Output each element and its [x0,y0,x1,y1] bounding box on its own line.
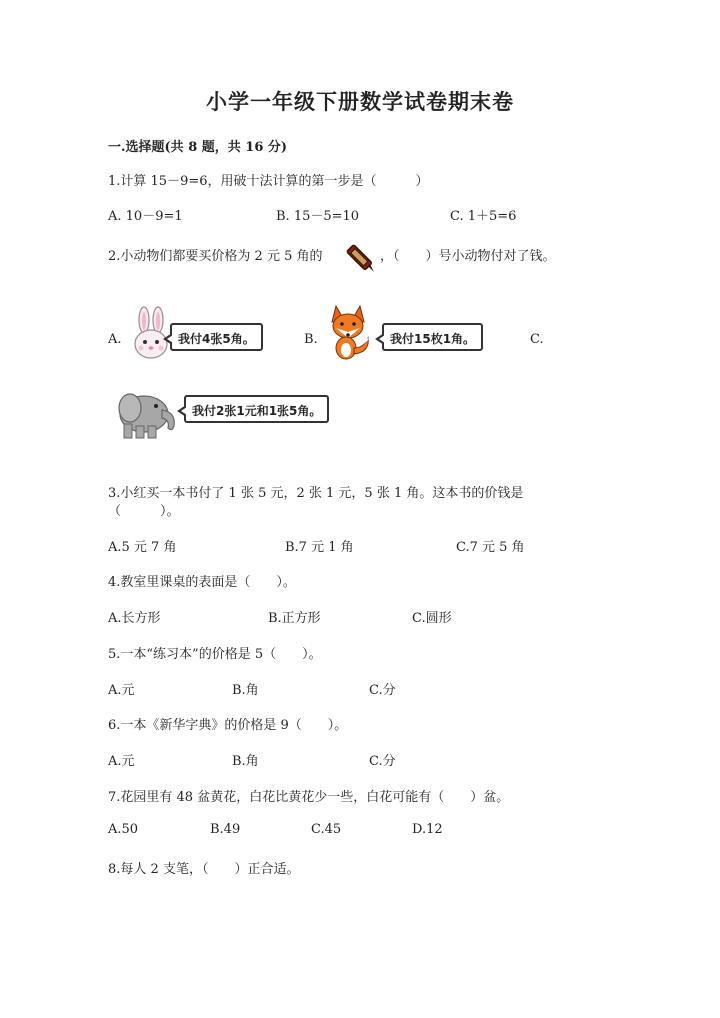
question-4-option-b[interactable]: B.正方形 [268,611,321,626]
question-5-option-c[interactable]: C.分 [369,683,396,698]
question-4-option-a[interactable]: A.长方形 [108,611,161,626]
question-5-option-a[interactable]: A.元 [108,683,135,698]
question-2-option-a[interactable]: A. [108,332,122,347]
elephant-speech-bubble: 我付2张1元和1张5角。 [184,395,329,423]
fox-speech-bubble: 我付15枚1角。 [382,323,483,351]
question-6-stem: 6.一本《新华字典》的价格是 9（ ）。 [108,718,348,733]
question-3-option-b[interactable]: B.7 元 1 角 [285,540,354,555]
question-7-option-b[interactable]: B.49 [210,822,241,837]
question-5-stem: 5.一本“练习本”的价格是 5（ ）。 [108,647,322,662]
question-2-stem-end: ，（ ）号小动物付对了钱。 [380,249,556,264]
question-1-option-a[interactable]: A. 10－9=1 [108,209,183,224]
question-7-option-a[interactable]: A.50 [108,822,139,837]
question-6-option-c[interactable]: C.分 [369,754,396,769]
question-6-option-b[interactable]: B.角 [232,754,259,769]
rabbit-speech-bubble: 我付4张5角。 [170,323,263,351]
question-3-stem-line-1: 3.小红买一本书付了 1 张 5 元，2 张 1 元，5 张 1 角。这本书的价钱是 [108,486,524,501]
question-7-option-d[interactable]: D.12 [412,822,443,837]
question-8-stem: 8.每人 2 支笔，（ ）正合适。 [108,862,300,877]
question-6-option-a[interactable]: A.元 [108,754,135,769]
question-5-option-b[interactable]: B.角 [232,683,259,698]
question-7-stem: 7.花园里有 48 盆黄花，白花比黄花少一些，白花可能有（ ）盆。 [108,790,510,805]
question-3-option-c[interactable]: C.7 元 5 角 [456,540,525,555]
question-2-stem-start: 2.小动物们都要买价格为 2 元 5 角的 [108,249,323,264]
question-1-option-b[interactable]: B. 15－5=10 [276,209,360,224]
question-7-option-c[interactable]: C.45 [311,822,342,837]
question-1-option-c[interactable]: C. 1＋5=6 [450,209,517,224]
question-3-stem-line-2: （ ）。 [108,504,180,519]
question-3-option-a[interactable]: A.5 元 7 角 [108,540,177,555]
page-title: 小学一年级下册数学试卷期末卷 [206,89,514,114]
question-2-option-b[interactable]: B. [304,332,318,347]
pencil-icon [342,240,378,276]
question-1-stem: 1.计算 15－9=6，用破十法计算的第一步是（ ） [108,174,429,189]
elephant-icon [110,384,180,440]
question-2-option-c[interactable]: C. [530,332,544,347]
fox-icon [320,302,376,362]
question-4-stem: 4.教室里课桌的表面是（ ）。 [108,575,296,590]
section-heading: 一.选择题(共 8 题，共 16 分) [108,140,288,155]
question-4-option-c[interactable]: C.圆形 [412,611,452,626]
